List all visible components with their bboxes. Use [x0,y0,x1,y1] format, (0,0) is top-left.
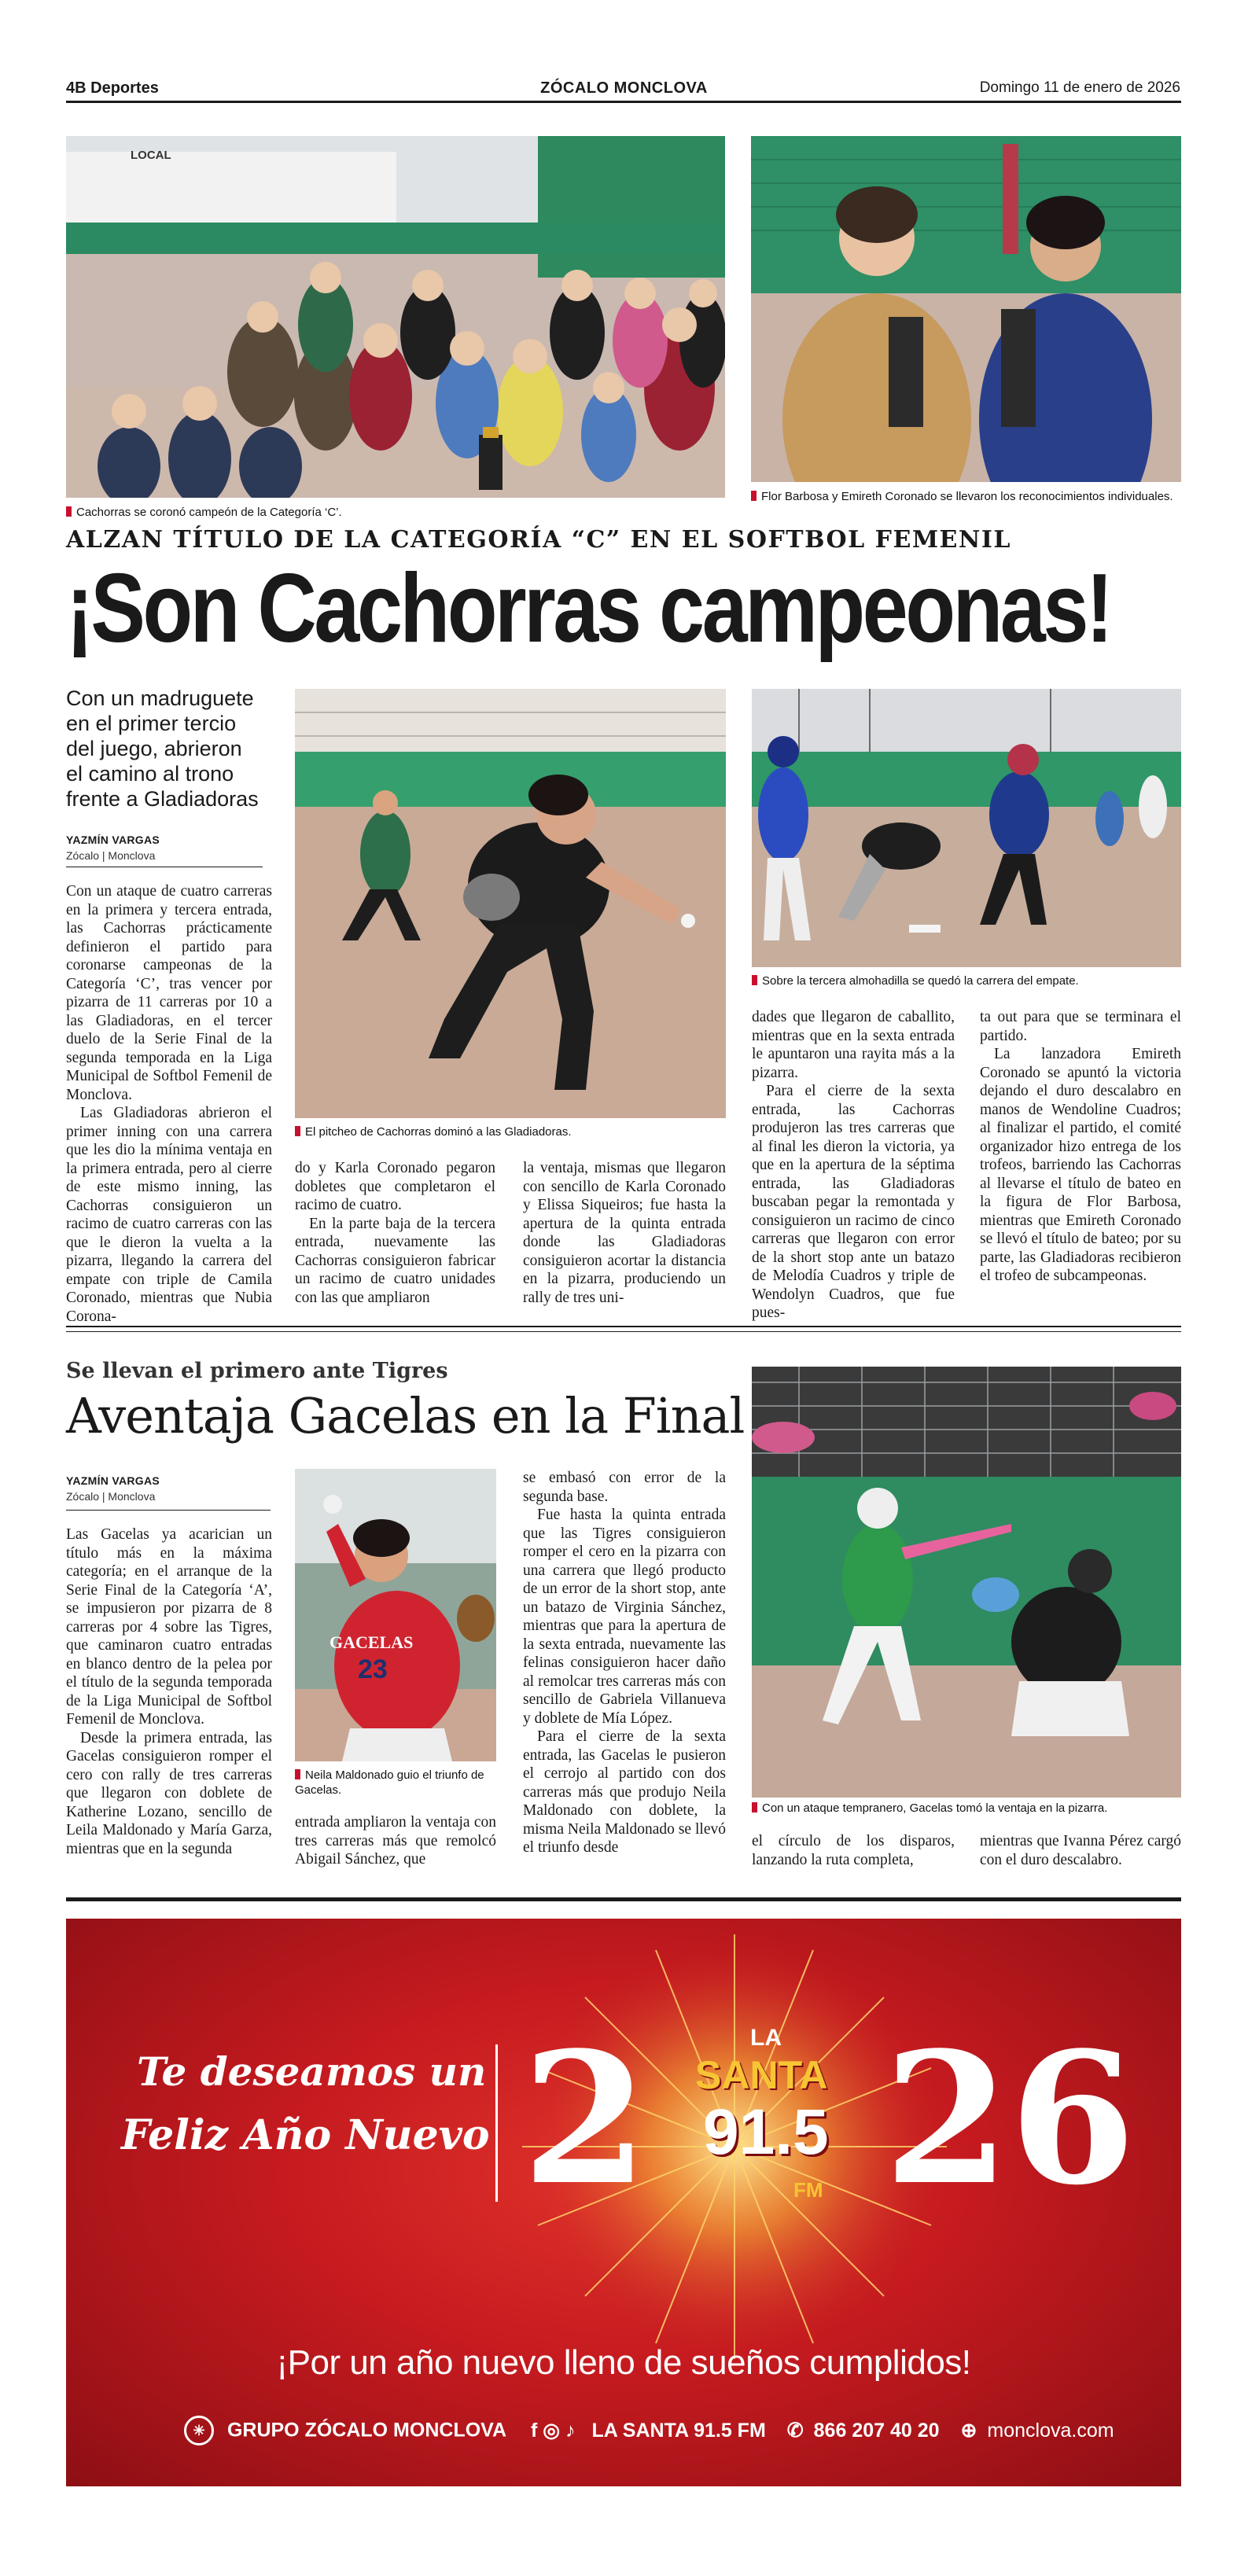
paragraph: Las Gacelas ya acarician un título más en la máxima categoría; en el arranque de la Serie Final de la Categoría ‘A’, se impusieron por pizarra de 8 carreras por 4 sobre las Tigres, que caminaron cuatro entradas en blanco dentro de la pelea por el título de la segunda temporada de la Liga Municipal de Softbol Femenil de Monclova. [66,1526,272,1728]
neila-photo [295,1469,496,1761]
paragraph: Las Gladiadoras abrieron el primer inning con una carrera que les dio la mínima ventaja en la primera entrada, pero al cierre de este mismo inning, las Cachorras consiguieron un racimo de cuatro carreras con las que le dieron la vuelta a la pizarra, llegando la carrera del empate con triple de Camila Coronado, mientras que Nubia Corona- [66,1105,272,1325]
story2-column-1 [66,1525,272,1858]
story1-deck: Con un madruguete en el primer tercio del juego, abrieron el camino al trono frente a Gladiadoras [66,686,259,811]
section-label: 4B Deportes [66,79,159,97]
footer-group: GRUPO ZÓCALO MONCLOVA [226,2419,507,2442]
story2-column-2 [295,1813,496,1869]
footer-web: monclova.com [987,2419,1114,2442]
caption-pitcher-photo: El pitcheo de Cachorras dominó a las Gladiadoras. [295,1124,726,1139]
story1-column-1 [66,882,272,1326]
byline-rule [66,1510,271,1511]
paragraph: dades que llegaron de caballito, mientras que en la sexta entrada le apuntaron una rayita más a la pizarra. [752,1009,955,1081]
story1-column-4 [752,1008,955,1323]
logo-la: LA [750,2025,782,2051]
story2-column-4 [752,1832,955,1869]
greeting-line-2: Feliz Año Nuevo [121,2111,490,2159]
story1-column-3 [523,1159,726,1307]
logo-fm: FM [793,2178,823,2202]
header-rule [66,101,1181,103]
caption-batter-photo: Con un ataque tempranero, Gacelas tomó la ventaja en la pizarra. [752,1801,1181,1816]
pitcher-photo [295,689,726,1118]
year-digit-left: 2 [522,2013,649,2225]
newspaper-name: ZÓCALO MONCLOVA [540,79,708,97]
story2-headline: Aventaja Gacelas en la Final [66,1387,745,1444]
story2-place: Zócalo | Monclova [66,1490,156,1503]
footer-phone: 866 207 40 20 [813,2419,940,2442]
story1-column-2 [295,1159,495,1307]
ad-top-rule [66,1897,1181,1901]
paragraph: ta out para que se terminara el partido. [980,1009,1181,1044]
story2-author: YAZMÍN VARGAS [66,1474,160,1487]
third-base-photo [752,689,1181,967]
paragraph: el círculo de los disparos, lanzando la ruta completa, [752,1833,955,1868]
story2-kicker: Se llevan el primero ante Tigres [66,1359,448,1383]
paragraph: Para el cierre de la sexta entrada, las Gacelas le pusieron el cerrojo al partido con dos carreras más que produjo Neila Maldonado con doblete, la misma Neila Maldonado se llevó el triunfo desde [523,1728,726,1856]
ad-slogan: ¡Por un año nuevo lleno de sueños cumplidos! [276,2343,971,2382]
batter-photo [752,1367,1181,1798]
paragraph: mientras que Ivanna Pérez cargó con el duro descalabro. [980,1833,1181,1868]
social-icons: f ◎ ♪ [530,2420,576,2442]
paragraph: la ventaja, mismas que llegaron con sencillo de Karla Coronado y Elissa Siqueiros; fue hasta la apertura de la quinta entrada donde las Gladiadoras consiguieron acortar la distancia en la pizarra, produciendo un rally de tres uni- [523,1160,726,1306]
story1-author: YAZMÍN VARGAS [66,834,160,846]
story1-headline: ¡Son Cachorras campeonas! [66,554,1111,663]
caption-third-base-photo: Sobre la tercera almohadilla se quedó la carrera del empate. [752,973,1181,988]
story1-place: Zócalo | Monclova [66,849,156,862]
story-divider [66,1326,1181,1327]
ad-divider [495,2044,498,2202]
paragraph: Para el cierre de la sexta entrada, las Cachorras produjeron las tres carreras que al final les dieron la victoria, ya que en la apertura de la séptima entrada, las Gladiadoras buscaban pegar la remontada y consiguieron un racimo de cinco carreras que llegaron con error de la short stop ante un batazo de Melodía Cuadros y triple de Wendolyn Cuadros, que fue pues- [752,1083,955,1321]
jersey-lettering: GACELAS [329,1632,414,1652]
logo-santa: SANTA [695,2053,828,2097]
footer-station: LA SANTA 91.5 FM [591,2419,766,2442]
la-santa-logo [664,2021,860,2217]
jersey-number: 23 [358,1654,388,1684]
caption-team-photo: Cachorras se coronó campeón de la Categoría ‘C’. [66,505,725,520]
paragraph: entrada ampliaron la ventaja con tres carreras más que remolcó Abigail Sánchez, que [295,1814,496,1868]
broadcast-icon: ✳ [184,2416,214,2445]
greeting-line-1: Te deseamos un [137,2048,487,2095]
caption-awards-photo: Flor Barbosa y Emireth Coronado se llevaron los reconocimientos individuales. [751,489,1181,504]
paragraph: Fue hasta la quinta entrada que las Tigres consiguieron romper el cero en la pizarra con una carrera que llegó producto de un error de la short stop, ante un batazo de Virginia Sánchez, mientras que para la apertura de la sexta entrada, nuevamente las felinas consiguieron hacer daño al remolcar tres carreras más con sencillo de Gabriela Villanueva y doblete de Mía López. [523,1507,726,1727]
paragraph: se embasó con error de la segunda base. [523,1470,726,1505]
logo-frequency: 91.5 [703,2096,829,2168]
ad-footer [184,2416,1128,2450]
team-photo [66,136,725,498]
paragraph: En la parte baja de la tercera entrada, nuevamente las Cachorras consiguieron fabricar un racimo de cuatro unidades con las que ampliaron [295,1215,495,1306]
whatsapp-icon: ✆ [786,2420,804,2442]
paragraph: do y Karla Coronado pegaron dobletes que completaron el racimo de cuatro. [295,1160,495,1213]
awards-photo [751,136,1181,482]
issue-date: Domingo 11 de enero de 2026 [979,79,1180,96]
globe-icon: ⊕ [960,2420,977,2442]
story2-column-3 [523,1469,726,1857]
new-year-ad [66,1919,1181,2486]
story1-column-5 [980,1008,1181,1286]
year-digits-right: 26 [884,2013,1136,2225]
paragraph: Con un ataque de cuatro carreras en la primera y tercera entrada, las Cachorras prácticamente definieron el partido para coronarse campeonas de la Categoría ‘C’, tras vencer por pizarra de 11 carreras por 10 a las Gladiadoras, en el tercer duelo de la Serie Final de la segunda temporada en la Liga Municipal de Softbol Femenil de Monclova. [66,883,272,1103]
story-divider [66,1331,1181,1332]
story1-kicker: ALZAN TÍTULO DE LA CATEGORÍA “C” EN EL SOFTBOL FEMENIL [66,526,1011,554]
paragraph: La lanzadora Emireth Coronado se apuntó la victoria dejando el duro descalabro en manos de Wendoline Cuadros; al finalizar el partido, el comité organizador hizo entrega de los trofeos, barriendo las Cachorras al llevarse el título de bateo en la figura de Flor Barbosa, mientras que Emireth Coronado se llevó el título de bateo; por su parte, las Gladiadoras recibieron el trofeo de subcampeonas. [980,1046,1181,1284]
stadium-sign: LOCAL [131,149,171,162]
story2-column-5 [980,1832,1181,1869]
paragraph: Desde la primera entrada, las Gacelas consiguieron romper el cero con rally de tres carreras que llegaron con doblete de Katherine Lozano, sencillo de Leila Maldonado y María Garza, mientras que en la segunda [66,1729,272,1857]
caption-neila-photo: Neila Maldonado guio el triunfo de Gacelas. [295,1768,484,1797]
